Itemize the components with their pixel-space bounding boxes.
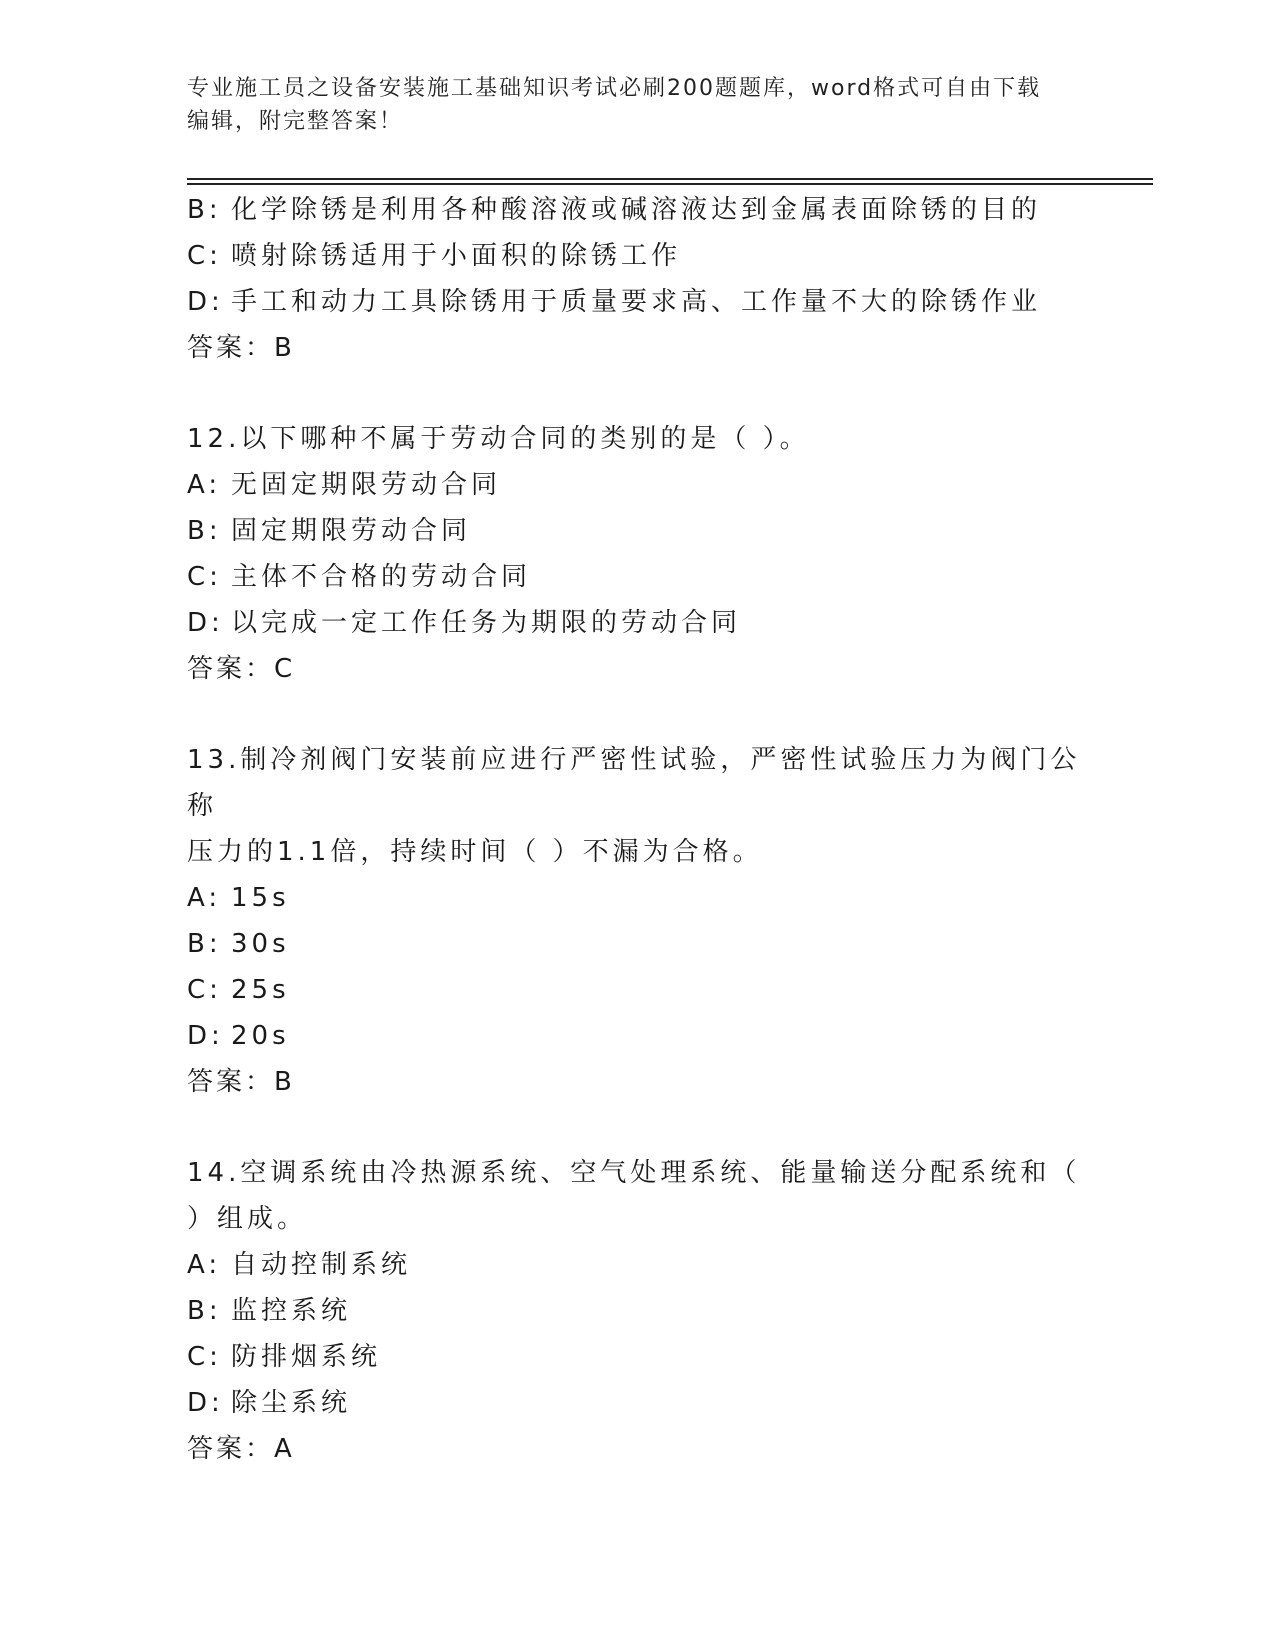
option-text: 手工和动力工具除锈用于质量要求高、工作量不大的除锈作业 bbox=[231, 287, 1042, 317]
question-stem: 12.以下哪种不属于劳动合同的类别的是（ ）。 bbox=[187, 424, 810, 454]
option-text: 以完成一定工作任务为期限的劳动合同 bbox=[231, 608, 742, 638]
option-b bbox=[187, 921, 1087, 967]
option-b bbox=[187, 508, 1087, 554]
header-rule-top bbox=[187, 178, 1153, 180]
option-text: 化学除锈是利用各种酸溶液或碱溶液达到金属表面除锈的目的 bbox=[231, 195, 1042, 225]
option-key: B: bbox=[187, 929, 222, 959]
option-c bbox=[187, 1334, 1087, 1380]
question-stem-continued: ）组成。 bbox=[187, 1204, 308, 1234]
option-key: A: bbox=[187, 470, 222, 500]
question-stem: 13.制冷剂阀门安装前应进行严密性试验，严密性试验压力为阀门公称 bbox=[187, 745, 1081, 821]
option-c bbox=[187, 554, 1087, 600]
header-title-line1: 专业施工员之设备安装施工基础知识考试必刷200题题库，word格式可自由下载 bbox=[187, 76, 1042, 101]
option-text: 防排烟系统 bbox=[231, 1342, 382, 1372]
option-text: 自动控制系统 bbox=[231, 1250, 412, 1280]
answer-label: 答案：B bbox=[187, 333, 295, 363]
option-key: D: bbox=[187, 608, 224, 638]
option-d bbox=[187, 1013, 1087, 1059]
option-b bbox=[187, 1288, 1087, 1334]
option-key: A: bbox=[187, 883, 222, 913]
answer-label: 答案：B bbox=[187, 1067, 295, 1097]
option-d bbox=[187, 279, 1087, 325]
option-key: D: bbox=[187, 1021, 224, 1051]
option-text: 主体不合格的劳动合同 bbox=[231, 562, 532, 592]
option-text: 监控系统 bbox=[231, 1296, 352, 1326]
option-key: B: bbox=[187, 195, 222, 225]
option-text: 30s bbox=[231, 929, 290, 959]
option-b bbox=[187, 187, 1087, 233]
option-key: C: bbox=[187, 562, 222, 592]
question-12 bbox=[187, 416, 1087, 692]
option-key: D: bbox=[187, 1388, 224, 1418]
option-key: B: bbox=[187, 1296, 222, 1326]
option-text: 固定期限劳动合同 bbox=[231, 516, 472, 546]
question-stem-continued: 压力的1.1倍，持续时间（ ）不漏为合格。 bbox=[187, 837, 763, 867]
option-d bbox=[187, 1380, 1087, 1426]
header-title-line2: 编辑，附完整答案！ bbox=[187, 109, 404, 134]
question-13 bbox=[187, 737, 1087, 1105]
question-14 bbox=[187, 1150, 1087, 1472]
option-text: 无固定期限劳动合同 bbox=[231, 470, 502, 500]
partial-question bbox=[187, 187, 1087, 371]
option-key: C: bbox=[187, 975, 222, 1005]
option-key: D: bbox=[187, 287, 224, 317]
option-a bbox=[187, 462, 1087, 508]
option-d bbox=[187, 600, 1087, 646]
answer-label: 答案：A bbox=[187, 1434, 295, 1464]
option-key: C: bbox=[187, 1342, 222, 1372]
option-a bbox=[187, 1242, 1087, 1288]
option-text: 25s bbox=[231, 975, 290, 1005]
option-key: C: bbox=[187, 241, 222, 271]
document-body bbox=[187, 187, 1087, 1472]
question-stem: 14.空调系统由冷热源系统、空气处理系统、能量输送分配系统和（ bbox=[187, 1158, 1081, 1188]
document-header bbox=[187, 72, 1067, 138]
option-key: A: bbox=[187, 1250, 222, 1280]
header-rule-bottom bbox=[187, 183, 1153, 185]
option-text: 15s bbox=[231, 883, 290, 913]
option-text: 20s bbox=[231, 1021, 290, 1051]
option-text: 除尘系统 bbox=[231, 1388, 352, 1418]
option-text: 喷射除锈适用于小面积的除锈工作 bbox=[231, 241, 682, 271]
option-a bbox=[187, 875, 1087, 921]
option-c bbox=[187, 967, 1087, 1013]
answer-label: 答案：C bbox=[187, 654, 296, 684]
option-c bbox=[187, 233, 1087, 279]
option-key: B: bbox=[187, 516, 222, 546]
